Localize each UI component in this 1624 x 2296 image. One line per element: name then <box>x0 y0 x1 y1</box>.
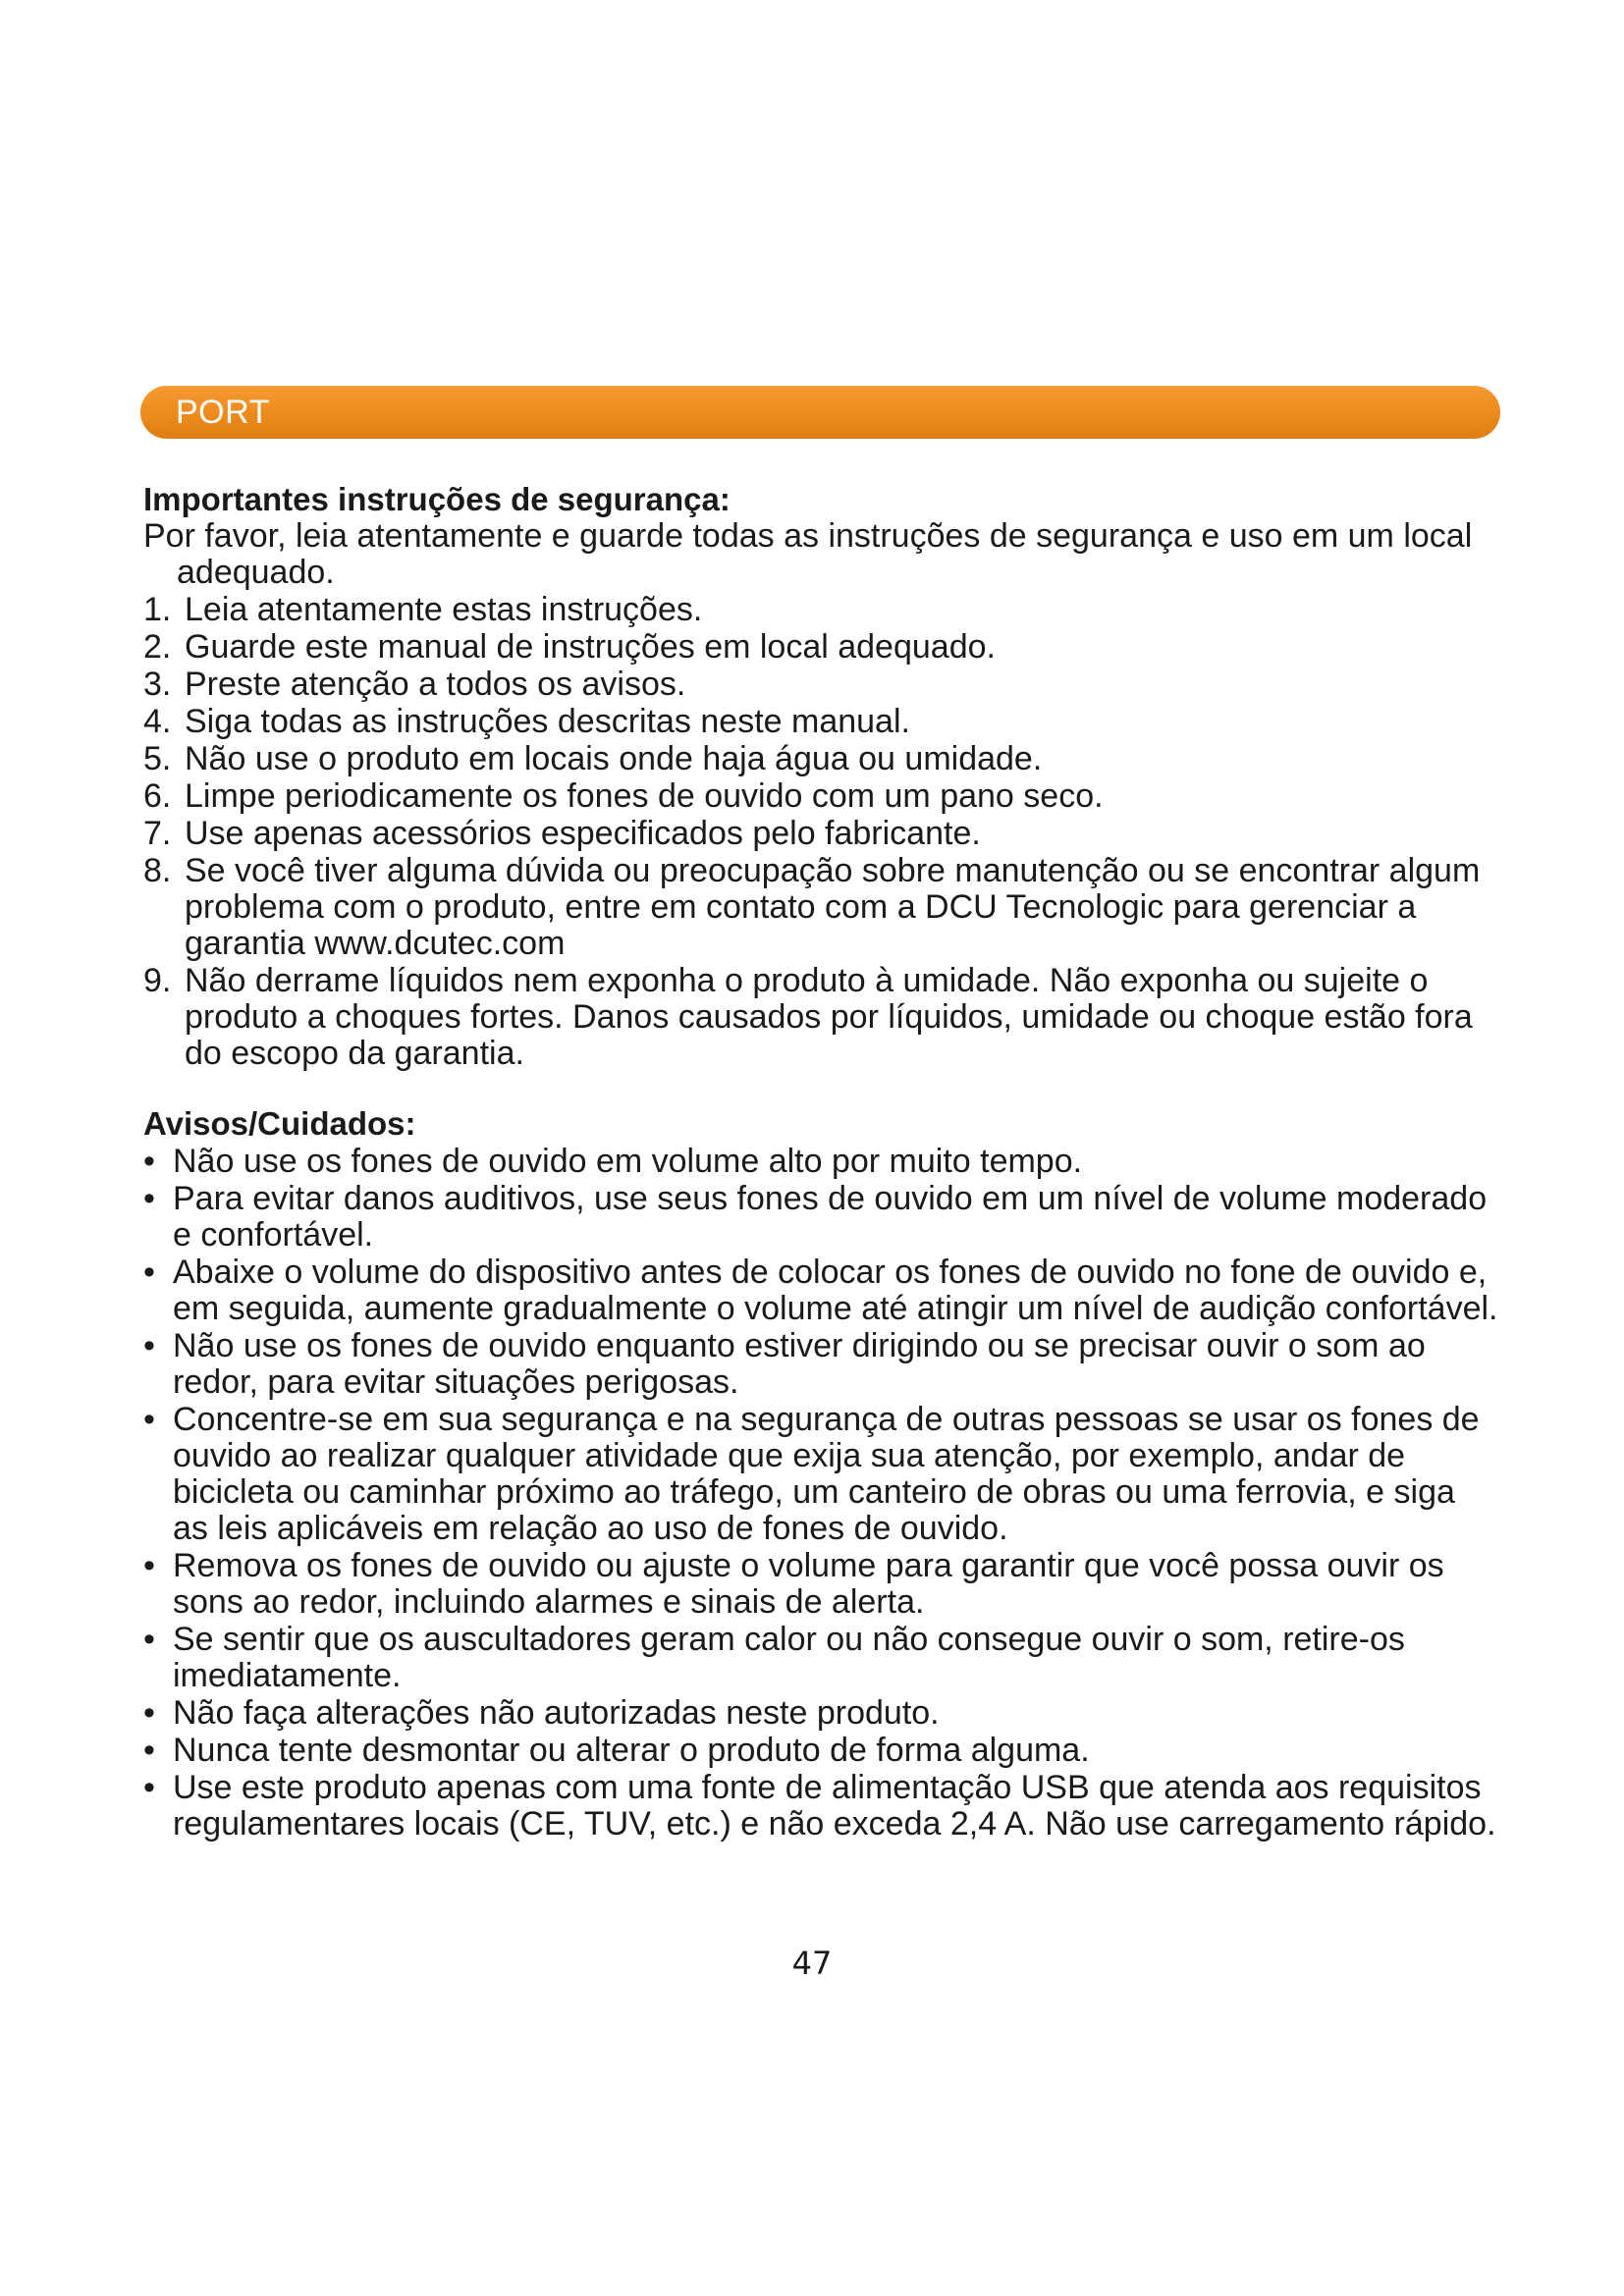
list-item <box>143 853 1498 962</box>
item-text: Abaixe o volume do dispositivo antes de colocar os fones de ouvido no fone de ouvido e, em seguida, aumente gradualmente o volume até atingir um nível de audição confortável. <box>173 1254 1498 1327</box>
language-label: PORT <box>176 394 270 431</box>
item-number: 4. <box>143 703 172 740</box>
item-text: Preste atenção a todos os avisos. <box>185 666 686 703</box>
list-item <box>143 1548 1498 1621</box>
item-text: Concentre-se em sua segurança e na segurança de outras pessoas se usar os fones de ouvido ao realizar qualquer atividade que exija sua atenção, por exemplo, andar de bicicleta ou caminhar próximo ao tráfego, um canteiro de obras ou uma ferrovia, e siga as leis aplicáveis em relação ao uso de fones de ouvido. <box>173 1401 1480 1547</box>
bullet-icon: • <box>143 1547 155 1584</box>
page-number: 47 <box>791 1945 833 1982</box>
list-item <box>143 667 1498 703</box>
item-number: 7. <box>143 815 172 852</box>
item-text: Nunca tente desmontar ou alterar o produto de forma alguma. <box>173 1732 1090 1769</box>
item-number: 6. <box>143 777 172 815</box>
bullet-icon: • <box>143 1143 155 1180</box>
list-item <box>143 778 1498 815</box>
item-number: 5. <box>143 740 172 777</box>
list-item <box>143 704 1498 740</box>
list-item <box>143 1402 1498 1547</box>
bullet-icon: • <box>143 1694 155 1732</box>
item-text: Leia atentamente estas instruções. <box>185 591 703 628</box>
safety-heading: Importantes instruções de segurança: <box>143 481 731 517</box>
warnings-heading: Avisos/Cuidados: <box>143 1105 416 1142</box>
item-text: Use este produto apenas com uma fonte de alimentação USB que atenda aos requisitos regulamentares locais (CE, TUV, etc.) e não exceda 2,4 A. Não use carregamento rápido. <box>173 1769 1496 1842</box>
warnings-list <box>143 1144 1498 1842</box>
list-item <box>143 1622 1498 1694</box>
list-item <box>143 816 1498 852</box>
list-item <box>143 741 1498 777</box>
page-content <box>143 481 1498 1842</box>
item-text: Limpe periodicamente os fones de ouvido com um pano seco. <box>185 777 1104 815</box>
item-text: Não derrame líquidos nem exponha o produto à umidade. Não exponha ou sujeite o produto a choques fortes. Danos causados por líquidos, umidade ou choque estão fora do escopo da garantia. <box>185 962 1473 1072</box>
item-number: 1. <box>143 591 172 628</box>
item-text: Use apenas acessórios especificados pelo fabricante. <box>185 815 981 852</box>
item-number: 2. <box>143 628 172 666</box>
item-text: Se você tiver alguma dúvida ou preocupação sobre manutenção ou se encontrar algum problema com o produto, entre em contato com a DCU Tecnologic para gerenciar a garantia www.dcutec.com <box>185 852 1481 962</box>
item-text: Guarde este manual de instruções em local adequado. <box>185 628 996 666</box>
item-text: Não use os fones de ouvido em volume alto por muito tempo. <box>173 1143 1083 1180</box>
bullet-icon: • <box>143 1732 155 1769</box>
item-number: 3. <box>143 666 172 703</box>
language-header-bar <box>140 386 1500 439</box>
item-text: Se sentir que os auscultadores geram calor ou não consegue ouvir o som, retire-os imediatamente. <box>173 1621 1405 1694</box>
item-text: Remova os fones de ouvido ou ajuste o volume para garantir que você possa ouvir os sons ao redor, incluindo alarmes e sinais de alerta. <box>173 1547 1444 1621</box>
bullet-icon: • <box>143 1621 155 1658</box>
list-item <box>143 1181 1498 1254</box>
item-text: Não use os fones de ouvido enquanto estiver dirigindo ou se precisar ouvir o som ao redor, para evitar situações perigosas. <box>173 1327 1426 1401</box>
list-item <box>143 1255 1498 1327</box>
section-spacer <box>143 1072 1498 1105</box>
item-text: Siga todas as instruções descritas neste manual. <box>185 703 910 740</box>
list-item <box>143 1328 1498 1401</box>
list-item <box>143 1144 1498 1180</box>
bullet-icon: • <box>143 1180 155 1217</box>
bullet-icon: • <box>143 1769 155 1806</box>
item-number: 8. <box>143 852 172 889</box>
list-item <box>143 629 1498 666</box>
list-item <box>143 963 1498 1072</box>
safety-instructions-list <box>143 592 1498 1072</box>
bullet-icon: • <box>143 1254 155 1291</box>
item-text: Não use o produto em locais onde haja água ou umidade. <box>185 740 1043 777</box>
list-item <box>143 1733 1498 1769</box>
item-number: 9. <box>143 962 172 999</box>
bullet-icon: • <box>143 1327 155 1364</box>
list-item <box>143 592 1498 628</box>
item-text: Para evitar danos auditivos, use seus fones de ouvido em um nível de volume moderado e confortável. <box>173 1180 1488 1254</box>
list-item <box>143 1770 1498 1842</box>
safety-intro: Por favor, leia atentamente e guarde todas as instruções de segurança e uso em um local adequado. <box>143 517 1473 591</box>
list-item <box>143 1695 1498 1732</box>
item-text: Não faça alterações não autorizadas neste produto. <box>173 1694 940 1732</box>
bullet-icon: • <box>143 1401 155 1438</box>
